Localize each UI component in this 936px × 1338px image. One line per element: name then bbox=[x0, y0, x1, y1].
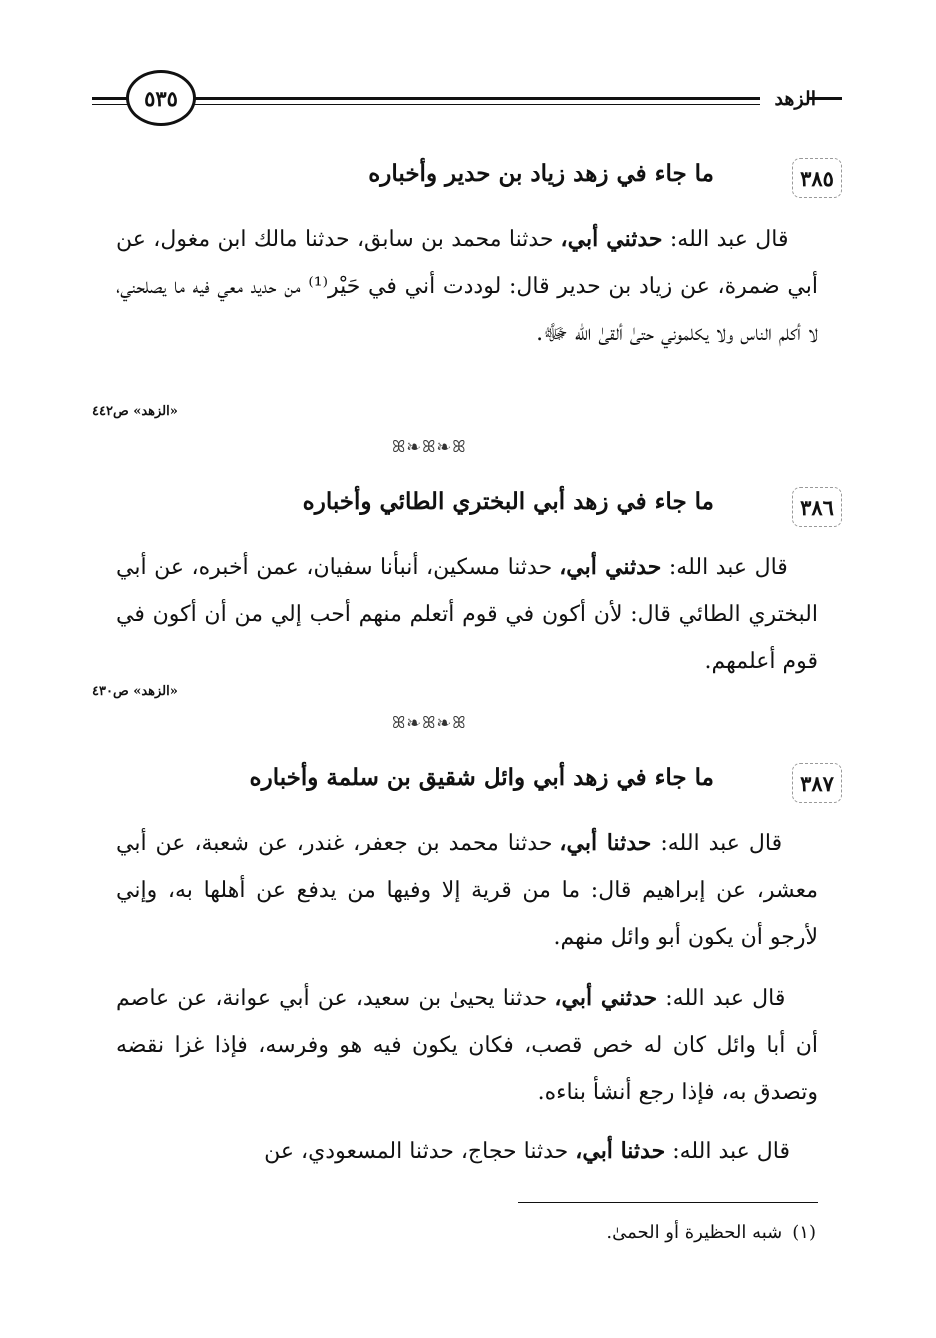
page-number-badge bbox=[126, 70, 196, 126]
para-text: حدثنا حجاج، حدثنا المسعودي، عن bbox=[264, 1139, 576, 1164]
paragraph bbox=[116, 216, 818, 357]
section-title: ما جاء في زهد أبي وائل شقيق بن سلمة وأخباره bbox=[249, 764, 714, 791]
footnote-text: شبه الحظيرة أو الحمىٰ. bbox=[606, 1222, 783, 1243]
para-text: حدثنا محمد بن سابق، حدثنا مالك ابن مغول، عن أبي ضمرة، عن زياد بن حدير قال: لوددت أني في حَيْر⁽¹⁾ من حديد معي فيه ما يصلحني، لا أكلم الناس ولا يكلموني حتىٰ ألقىٰ الله ﷻ. bbox=[116, 227, 818, 346]
para-intro: قال عبد الله: bbox=[651, 831, 783, 856]
section-number bbox=[792, 763, 842, 803]
section-number bbox=[792, 487, 842, 527]
para-text: حدثنا يحيىٰ بن سعيد، عن أبي عوانة، عن عاصم أن أبا وائل كان له خص قصب، فكان يكون فيه هو وفرسه، فإذا غزا نقضه وتصدق به، فإذا رجع أنشأ بناءه. bbox=[116, 986, 818, 1105]
section-title: ما جاء في زهد زياد بن حدير وأخباره bbox=[368, 160, 714, 187]
paragraph bbox=[116, 544, 818, 685]
para-narrator: حدثني أبي، bbox=[554, 985, 658, 1011]
para-text: حدثنا مسكين، أنبأنا سفيان، عمن أخبره، عن أبي البختري الطائي قال: لأن أكون في قوم أتعلم منهم أحب إلي من أن أكون في قوم أعلمهم. bbox=[116, 555, 818, 674]
para-intro: قال عبد الله: bbox=[657, 986, 786, 1011]
para-narrator: حدثنا أبي، bbox=[559, 830, 652, 856]
para-intro: قال عبد الله: bbox=[661, 555, 788, 580]
section-title: ما جاء في زهد أبي البختري الطائي وأخباره bbox=[302, 488, 714, 515]
para-intro: قال عبد الله: bbox=[662, 227, 789, 252]
footnote bbox=[606, 1222, 816, 1243]
section-number-text: ٣٨٥ bbox=[800, 165, 834, 191]
paragraph bbox=[116, 975, 818, 1116]
para-intro: قال عبد الله: bbox=[665, 1139, 791, 1164]
source-reference: «الزهد» ص٤٣٠ bbox=[92, 684, 178, 699]
para-narrator: حدثنا أبي، bbox=[575, 1138, 666, 1164]
section-divider: ꕤ❧ꕤ❧ꕤ bbox=[392, 437, 468, 456]
section-number bbox=[792, 158, 842, 198]
paragraph bbox=[116, 820, 818, 961]
running-title: الزهد bbox=[774, 88, 816, 110]
header-rule-left bbox=[92, 97, 128, 100]
section-number-text: ٣٨٧ bbox=[800, 770, 834, 796]
section-divider: ꕤ❧ꕤ❧ꕤ bbox=[392, 713, 468, 732]
para-narrator: حدثني أبي، bbox=[559, 554, 662, 580]
footnote-number: (١) bbox=[792, 1222, 816, 1243]
source-reference: «الزهد» ص٤٤٢ bbox=[92, 404, 178, 419]
para-text: حدثنا محمد بن جعفر، غندر، عن شعبة، عن أبي معشر، عن إبراهيم قال: ما من قرية إلا وفيها من يدفع عن أهلها به، وإني لأرجو أن يكون أبو وائل منهم. bbox=[116, 831, 818, 950]
para-narrator: حدثني أبي، bbox=[560, 226, 663, 252]
header-rule-right bbox=[190, 97, 760, 100]
paragraph bbox=[116, 1128, 818, 1175]
section-number-text: ٣٨٦ bbox=[800, 494, 834, 520]
page-number: ٥٣٥ bbox=[144, 85, 178, 111]
footnote-rule bbox=[518, 1202, 818, 1203]
